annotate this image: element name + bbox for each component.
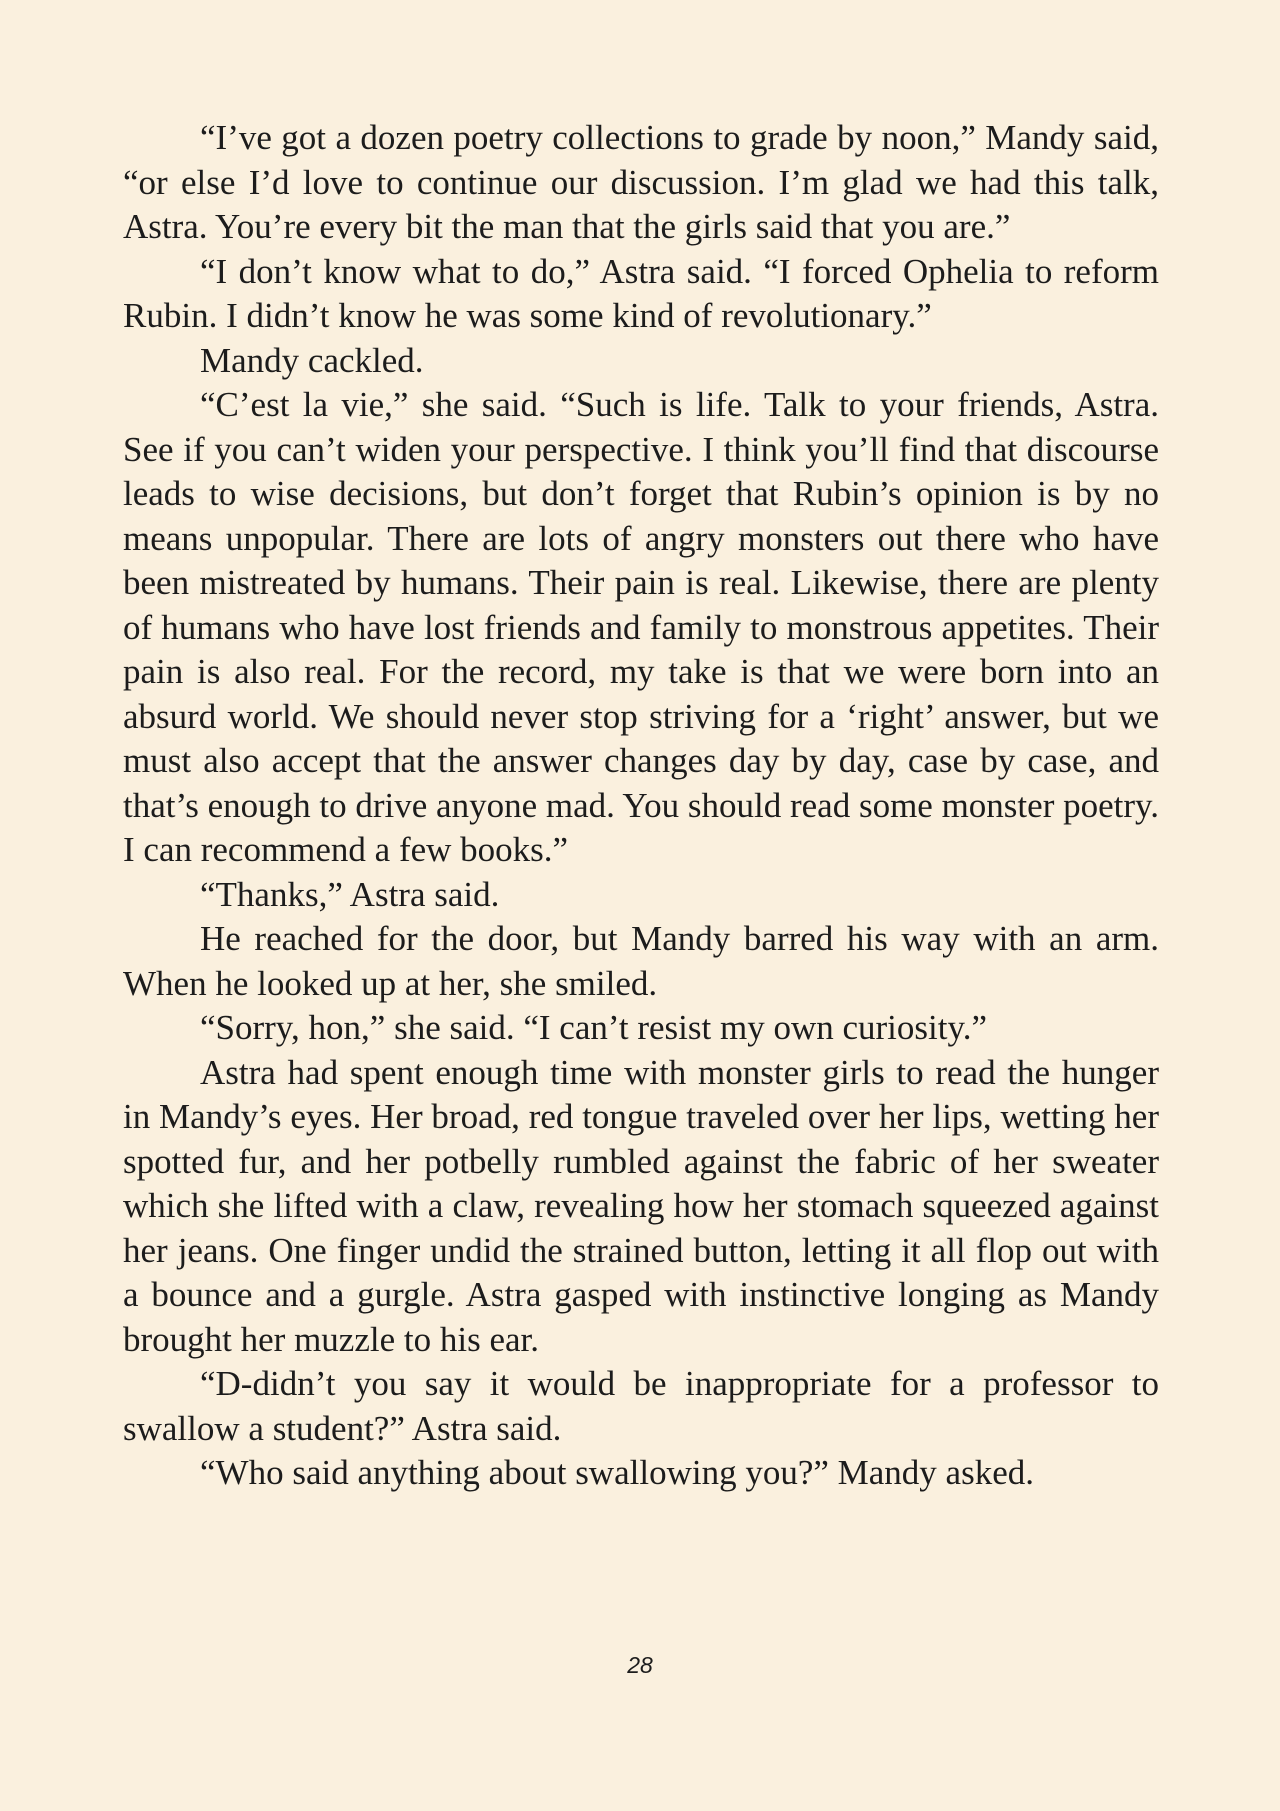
paragraph: “I’ve got a dozen poetry collections to grade by noon,” Mandy said, “or else I’d love to continue our discussion. I’m glad we had this talk, Astra. You’re every bit the man that the girls said that you are.”	[123, 118, 1159, 246]
page-body	[123, 116, 1159, 1496]
paragraph: Astra had spent enough time with monster girls to read the hunger in Mandy’s eyes. Her broad, red tongue traveled over her lips, wetting her spotted fur, and her potbelly rumbled against the fabric of her sweater which she lifted with a claw, revealing how her stomach squeezed against her jeans. One finger undid the strained button, letting it all flop out with a bounce and a gurgle. Astra gasped with instinctive longing as Mandy brought her muzzle to his ear.	[123, 1052, 1159, 1359]
paragraph: “Who said anything about swallowing you?” Mandy asked.	[200, 1453, 1034, 1492]
paragraph: “Sorry, hon,” she said. “I can’t resist my own curiosity.”	[200, 1008, 987, 1047]
paragraph: “C’est la vie,” she said. “Such is life. Talk to your friends, Astra. See if you can’t widen your perspective. I think you’ll find that discourse leads to wise decisions, but don’t forget that Rubin’s opinion is by no means unpopular. There are lots of angry monsters out there who have been mistreated by humans. Their pain is real. Likewise, there are plenty of humans who have lost friends and family to monstrous appetites. Their pain is also real. For the record, my take is that we were born into an absurd world. We should never stop striving for a ‘right’ answer, but we must also accept that the answer changes day by day, case by case, and that’s enough to drive anyone mad. You should read some monster poetry. I can recommend a few books.”	[123, 385, 1159, 869]
paragraph: “D-didn’t you say it would be inappropriate for a professor to swallow a student?” Astra said.	[123, 1364, 1159, 1448]
page-number: 28	[627, 1652, 653, 1678]
paragraph: “I don’t know what to do,” Astra said. “I forced Ophelia to reform Rubin. I didn’t know he was some kind of revolutionary.”	[123, 251, 1159, 335]
paragraph: He reached for the door, but Mandy barred his way with an arm. When he looked up at her, she smiled.	[123, 919, 1159, 1003]
paragraph: “Thanks,” Astra said.	[200, 874, 500, 914]
paragraph: Mandy cackled.	[200, 340, 424, 380]
